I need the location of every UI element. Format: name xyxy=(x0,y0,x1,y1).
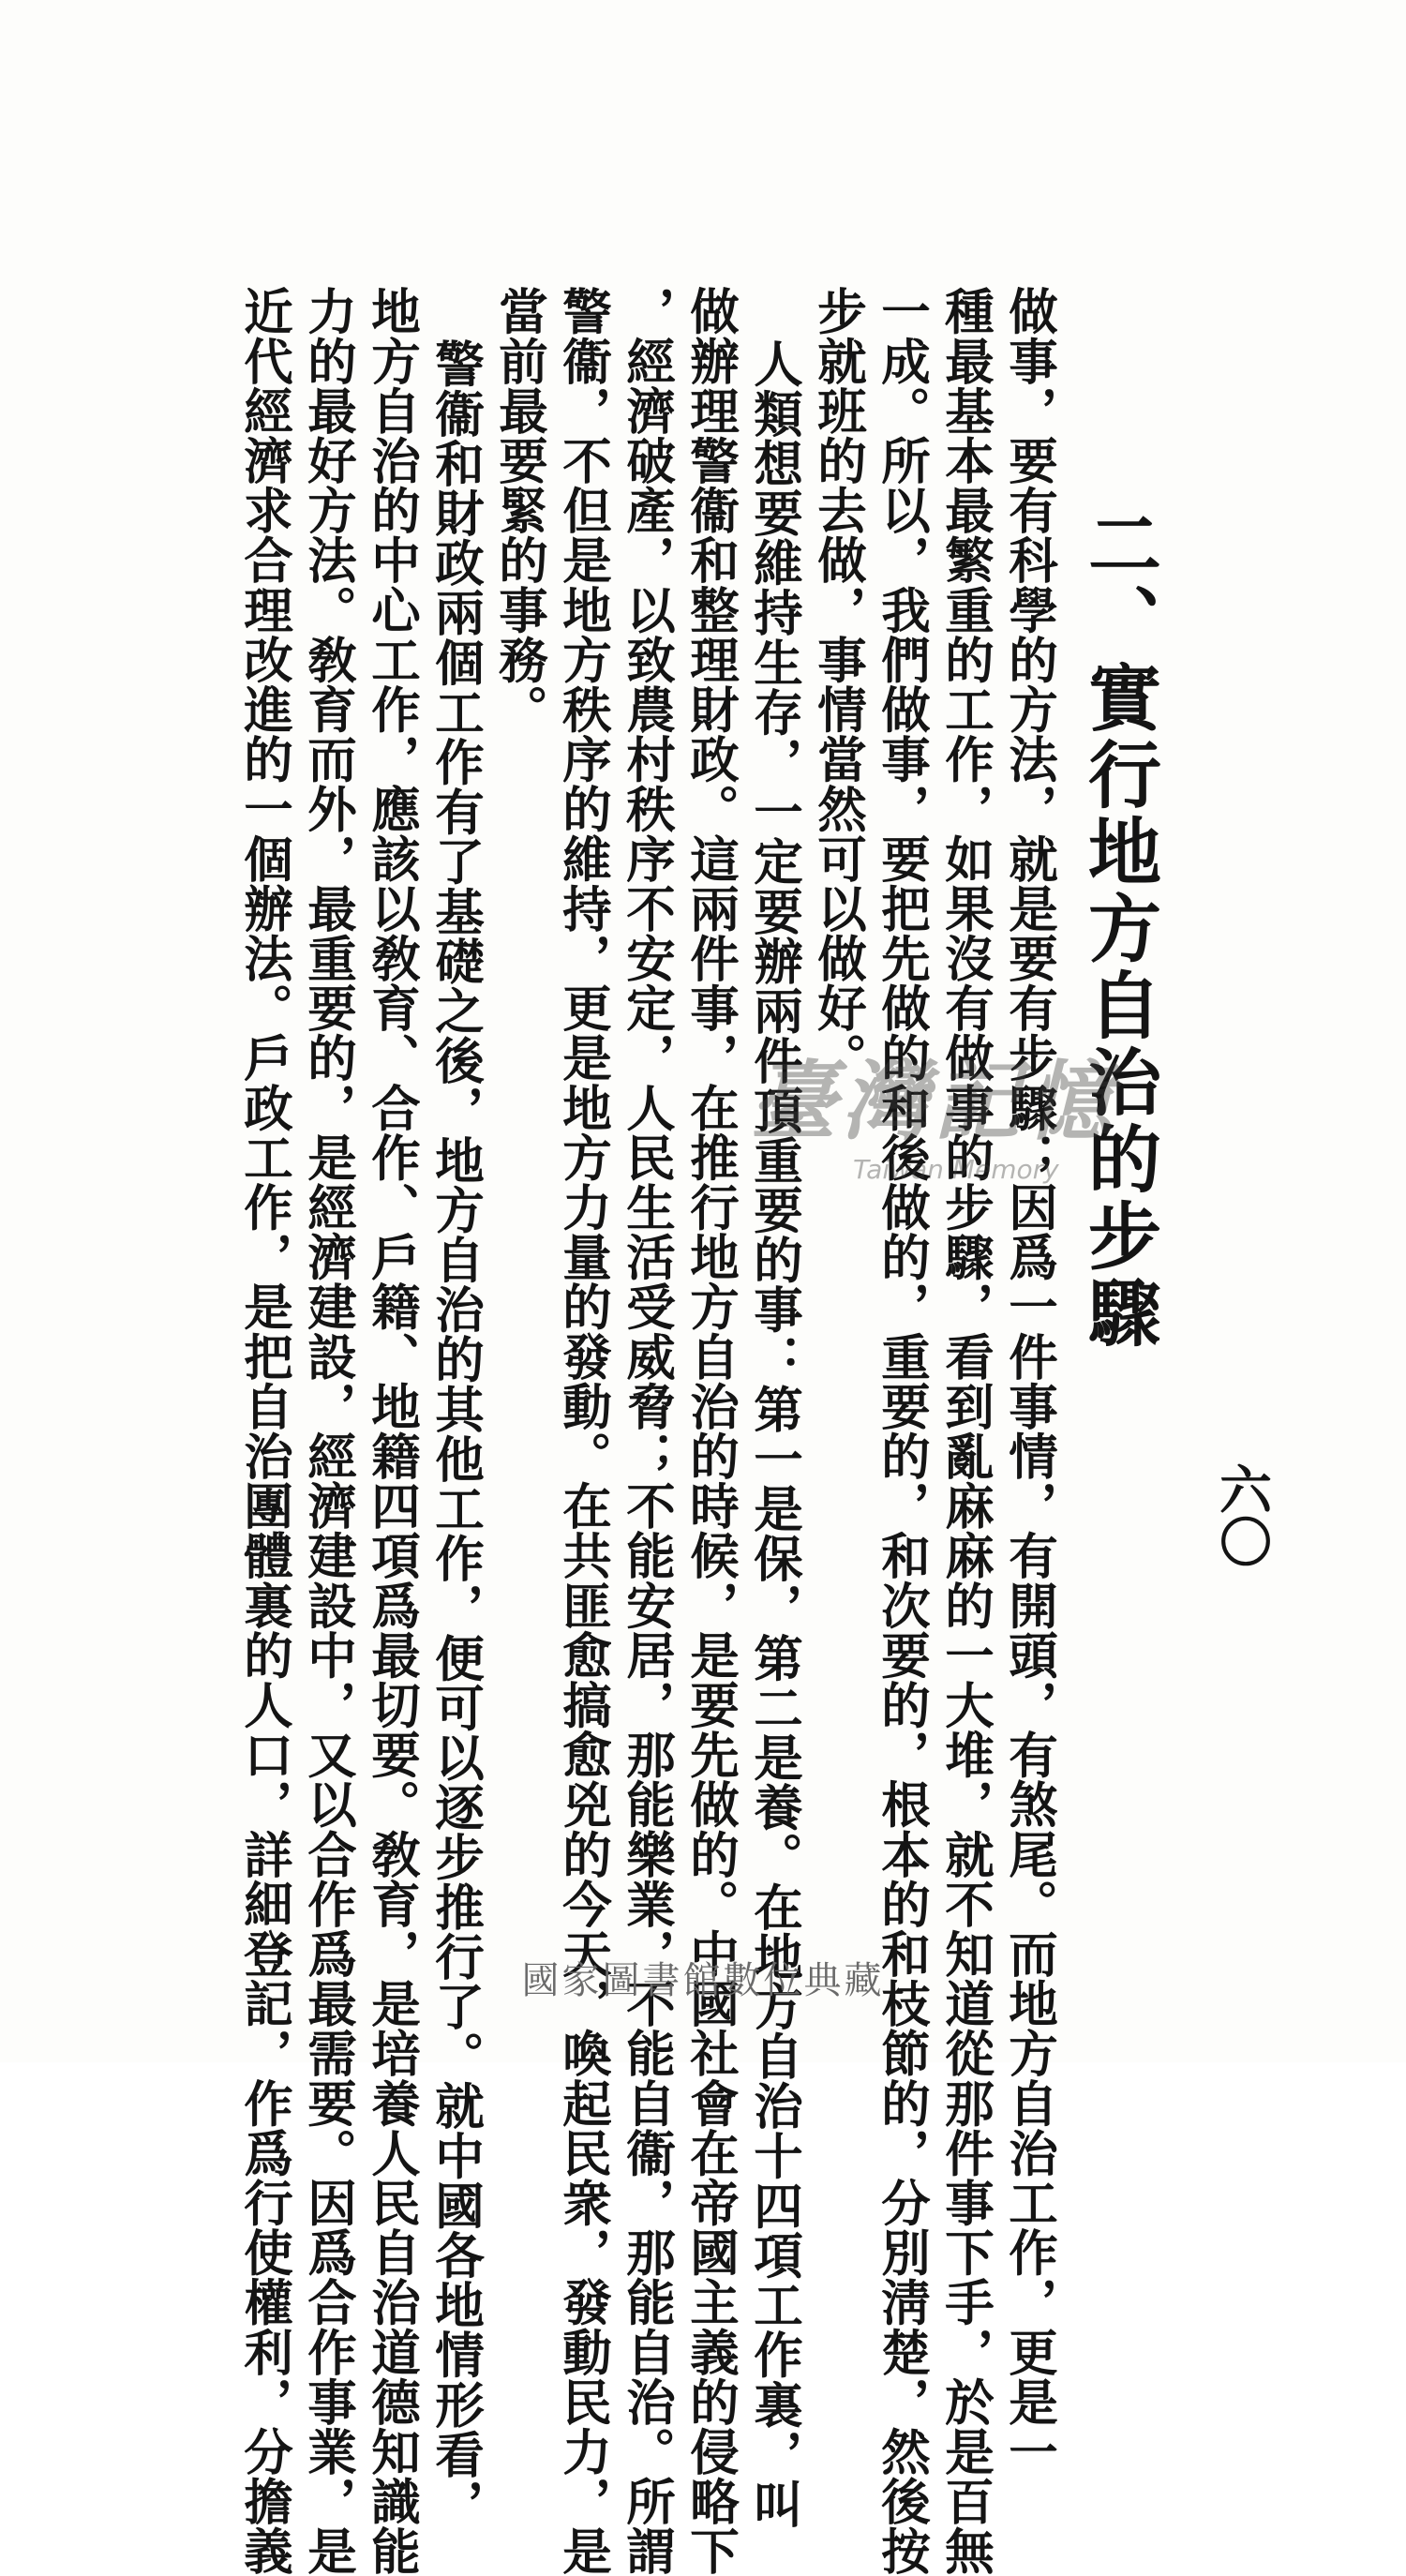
text-column: ，經濟破產，以致農村秩序不安定，人民生活受威脅；不能安居，那能樂業，不能自衞，那能自治。所謂 xyxy=(619,286,676,2576)
text-column: 當前最要緊的事務。 xyxy=(491,286,548,734)
library-footer: 國家圖書館數位典藏 xyxy=(521,1959,885,2002)
page-number: 六〇 xyxy=(1211,1462,1273,1567)
text-column: 做辦理警衞和整理財政。這兩件事，在推行地方自治的時候，是要先做的。中國社會在帝國主義的侵略下 xyxy=(682,286,740,2576)
watermark-english: Taiwan Memory xyxy=(853,1154,1059,1185)
text-column: 做事，要有科學的方法，就是要有步驟；因爲一件事情，有開頭，有煞尾。而地方自治工作，更是一 xyxy=(1001,286,1058,2477)
text-column: 地方自治的中心工作，應該以敎育、合作、戶籍、地籍四項爲最切要。敎育，是培養人民自治道德知識能 xyxy=(364,286,421,2576)
text-column: 人類想要維持生存，一定要辦兩件頂重要的事：第一是保，第二是養。在地方自治十四項工作裏，叫 xyxy=(746,338,803,2529)
text-column: 種最基本最繁重的工作，如果沒有做事的步驟，看到亂麻麻的一大堆，就不知道從那件事下手，於是百無 xyxy=(937,286,995,2576)
watermark-chinese: 臺灣記憶 xyxy=(750,1051,1118,1152)
text-column: 一成。所以，我們做事，要把先做的和後做的，重要的，和次要的，根本的和枝節的，分別淸楚，然後按 xyxy=(874,286,931,2576)
text-column: 步就班的去做，事情當然可以做好。 xyxy=(810,286,867,1083)
text-column: 力的最好方法。敎育而外，最重要的，是經濟建設，經濟建設中，又以合作爲最需要。因爲合作事業，是 xyxy=(300,286,357,2576)
text-column: 警衞，不但是地方秩序的維持，更是地方力量的發動。在共匪愈搞愈兇的今天，喚起民衆，發動民力，是 xyxy=(555,286,612,2576)
chapter-title: 二、實行地方自治的步驟 xyxy=(1076,506,1161,1352)
text-column: 警衞和財政兩個工作有了基礎之後，地方自治的其他工作，便可以逐步推行了。就中國各地情形看， xyxy=(427,338,485,2529)
text-column: 近代經濟求合理改進的一個辦法。戶政工作，是把自治團體裏的人口，詳細登記，作爲行使權利，分擔義 xyxy=(236,286,293,2576)
